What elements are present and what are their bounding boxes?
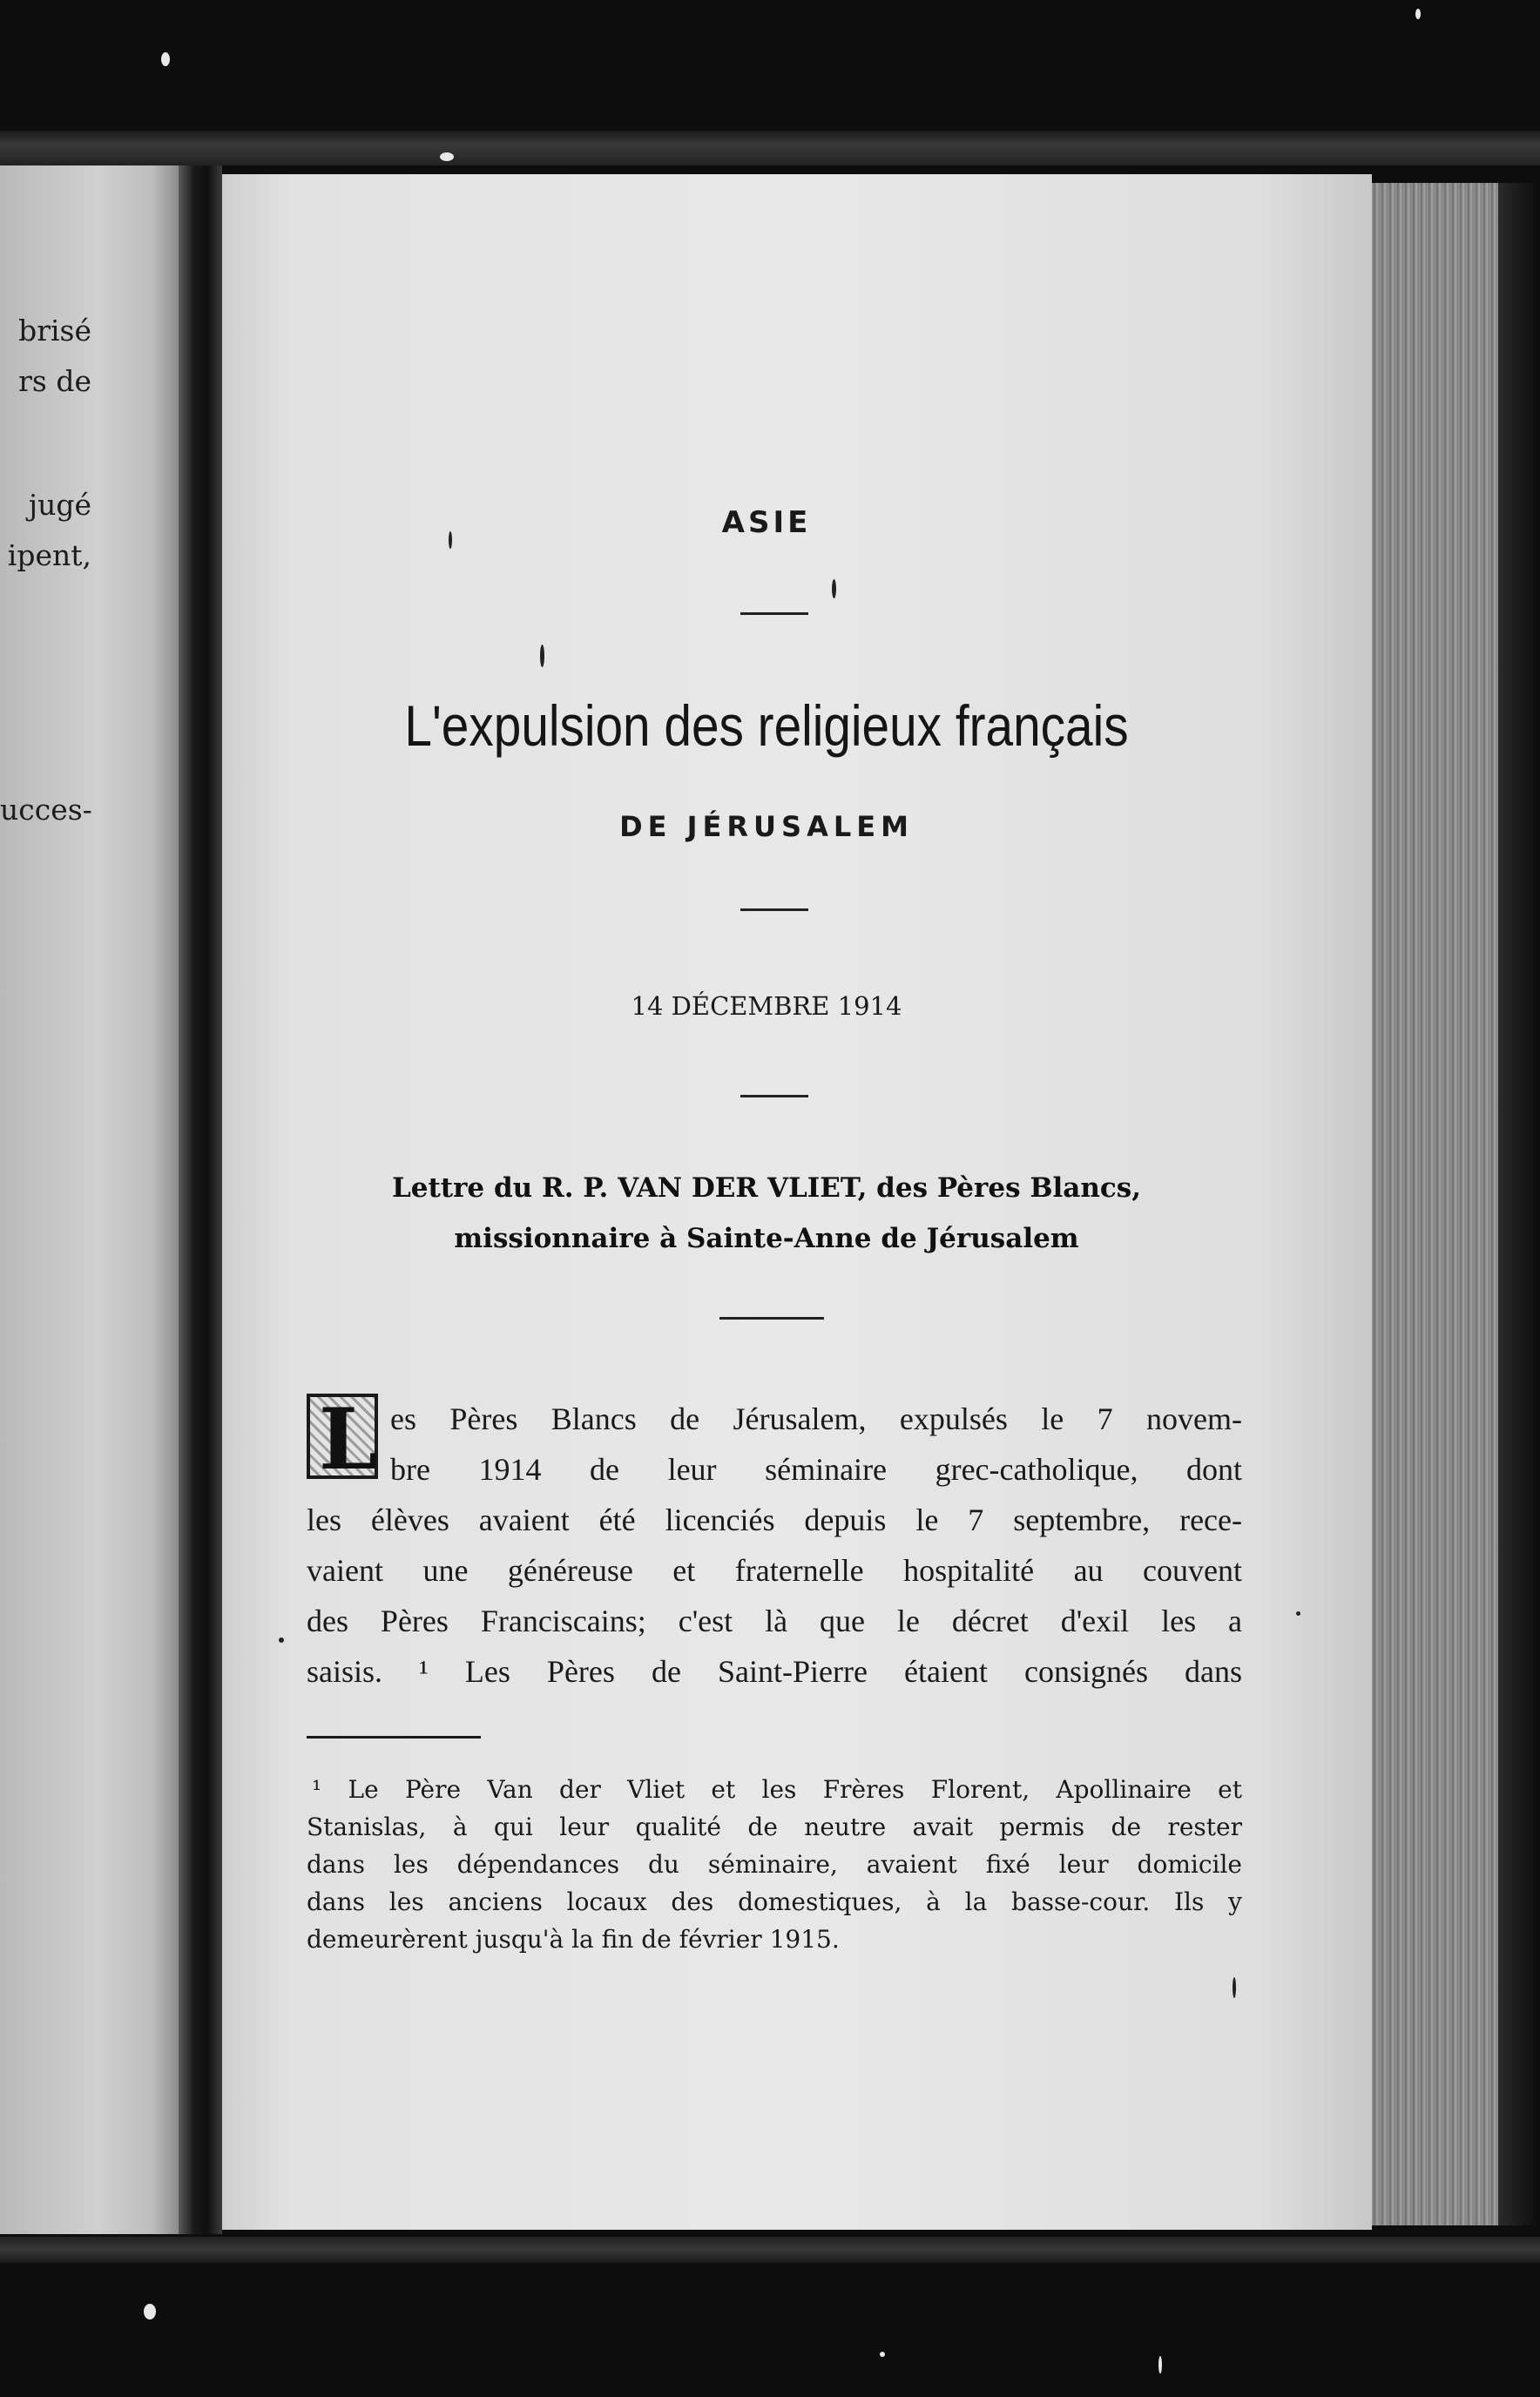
dust-speck xyxy=(440,152,454,161)
body-line: saisis. ¹ Les Pères de Saint-Pierre étaient consignés dans xyxy=(307,1654,1242,1689)
divider-rule xyxy=(719,1317,824,1320)
dust-speck xyxy=(1296,1611,1300,1616)
divider-rule xyxy=(740,612,808,615)
dust-speck xyxy=(880,2352,885,2357)
fragment-line: rs de xyxy=(18,364,91,398)
body-line: les élèves avaient été licenciés depuis le 7 septembre, rece- xyxy=(307,1502,1242,1537)
dropcap-initial xyxy=(307,1390,378,1489)
body-line: vaient une généreuse et fraternelle hospitalité au couvent xyxy=(307,1553,1242,1588)
footnote-line: ¹ Le Père Van der Vliet et les Frères Florent, Apollinaire et xyxy=(312,1775,1242,1804)
body-line: bre 1914 de leur séminaire grec-catholique, dont xyxy=(390,1452,1242,1487)
body-line: es Pères Blancs de Jérusalem, expulsés le 7 novem- xyxy=(390,1401,1242,1436)
fragment-line: jugé xyxy=(28,488,91,522)
section-heading: ASIE xyxy=(721,505,812,540)
dust-speck xyxy=(832,579,836,598)
dust-speck xyxy=(1158,2356,1162,2373)
fragment-line: brisé xyxy=(18,314,91,348)
article-date: 14 DÉCEMBRE 1914 xyxy=(631,991,902,1021)
dust-speck xyxy=(161,52,170,66)
book-gutter xyxy=(179,165,222,2234)
divider-rule xyxy=(740,1095,808,1097)
footnote-line: Stanislas, à qui leur qualité de neutre avait permis de rester xyxy=(307,1813,1242,1841)
letter-heading-line: missionnaire à Sainte-Anne de Jérusalem xyxy=(454,1223,1079,1254)
dropcap-letter: L xyxy=(319,1390,378,1489)
film-top-band xyxy=(0,131,1540,165)
dust-speck xyxy=(1233,1977,1236,1998)
footnote-line: dans les dépendances du séminaire, avaient fixé leur domicile xyxy=(307,1850,1242,1879)
article-title: L'expulsion des religieux français xyxy=(404,693,1129,758)
footnote-rule xyxy=(307,1736,481,1739)
footnote-line: demeurèrent jusqu'à la fin de février 1915. xyxy=(307,1925,840,1954)
fragment-line: ucces- xyxy=(0,793,92,827)
dust-speck xyxy=(449,531,452,549)
footnote-line: dans les anciens locaux des domestiques, à la basse-cour. Ils y xyxy=(307,1887,1242,1916)
letter-heading-line: Lettre du R. P. VAN DER VLIET, des Pères Blancs, xyxy=(391,1172,1142,1204)
page-edges xyxy=(1372,183,1498,2225)
previous-page-strip xyxy=(0,165,179,2234)
dust-speck xyxy=(144,2304,156,2319)
fragment-line: ipent, xyxy=(7,538,91,572)
article-subtitle: DE JÉRUSALEM xyxy=(619,810,914,843)
body-line: des Pères Franciscains; c'est là que le décret d'exil les a xyxy=(307,1604,1242,1638)
dust-speck xyxy=(540,645,544,667)
page-edges-shadow xyxy=(1498,183,1540,2225)
letter-heading xyxy=(287,1163,1246,1264)
divider-rule xyxy=(740,908,808,911)
dust-speck xyxy=(279,1637,284,1643)
dust-speck xyxy=(1415,9,1421,19)
film-bottom-band xyxy=(0,2237,1540,2263)
